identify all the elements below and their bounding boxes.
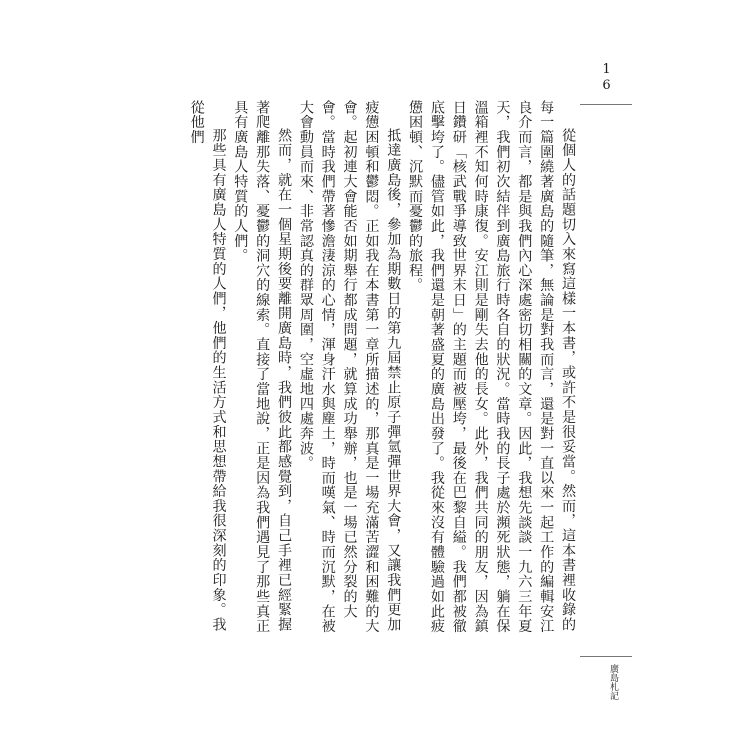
paragraph: 抵達廣島後，參加為期數日的第九屆禁止原子彈氫彈世界大會，又讓我們更加疲憊困頓和鬱悶。正如我在本書第一章所描述的，那真是一場充滿苦澀和困難的大會。起初連大會能否如期舉行都成問題，就算成功舉辦，也是一場已然分裂的大會。當時我們帶著慘澹淒涼的心情，渾身汗水與塵土，時而嘆氣、時而沉默，在被大會動員而來、非常認真的群眾周圍，空虛地四處奔波。	[297, 100, 402, 634]
paragraph: 從個人的話題切入來寫這樣一本書，或許不是很妥當。然而，這本書裡收錄的每一篇圍繞著廣島的隨筆，無論是對我而言，還是對一直以來一起工作的編輯安江良介而言，都是與我們內心深處密切相關的文章。因此，我想先談談一九六三年夏天，我們初次結伴到廣島旅行時各自的狀況。當時我的長子處於瀕死狀態，躺在保溫箱裡不知何時康復。安江則是剛失去他的長女。此外，我們共同的朋友，因為鎮日鑽研「核武戰爭導致世界末日」的主題而被壓垮，最後在巴黎自縊。我們都被徹底擊垮了。儘管如此，我們還是朝著盛夏的廣島出發了。我從來沒有體驗過如此疲憊困頓、沉默而憂鬱的旅程。	[407, 100, 576, 634]
body-text	[178, 100, 578, 640]
header-rule	[580, 104, 632, 105]
paragraph: 然而，就在一個星期後要離開廣島時，我們彼此都感覺到，自己手裡已經緊握著爬離那失落、憂鬱的洞穴的線索。直接了當地說，正是因為我們遇見了那些真正具有廣島人特質的人們。	[232, 100, 293, 634]
page-number: 16	[599, 62, 614, 94]
running-title: 廣島札記	[608, 664, 618, 700]
paragraph: 那些具有廣島人特質的人們，他們的生活方式和思想帶給我很深刻的印象。我從他們	[188, 100, 227, 633]
footer-rule	[580, 656, 632, 657]
